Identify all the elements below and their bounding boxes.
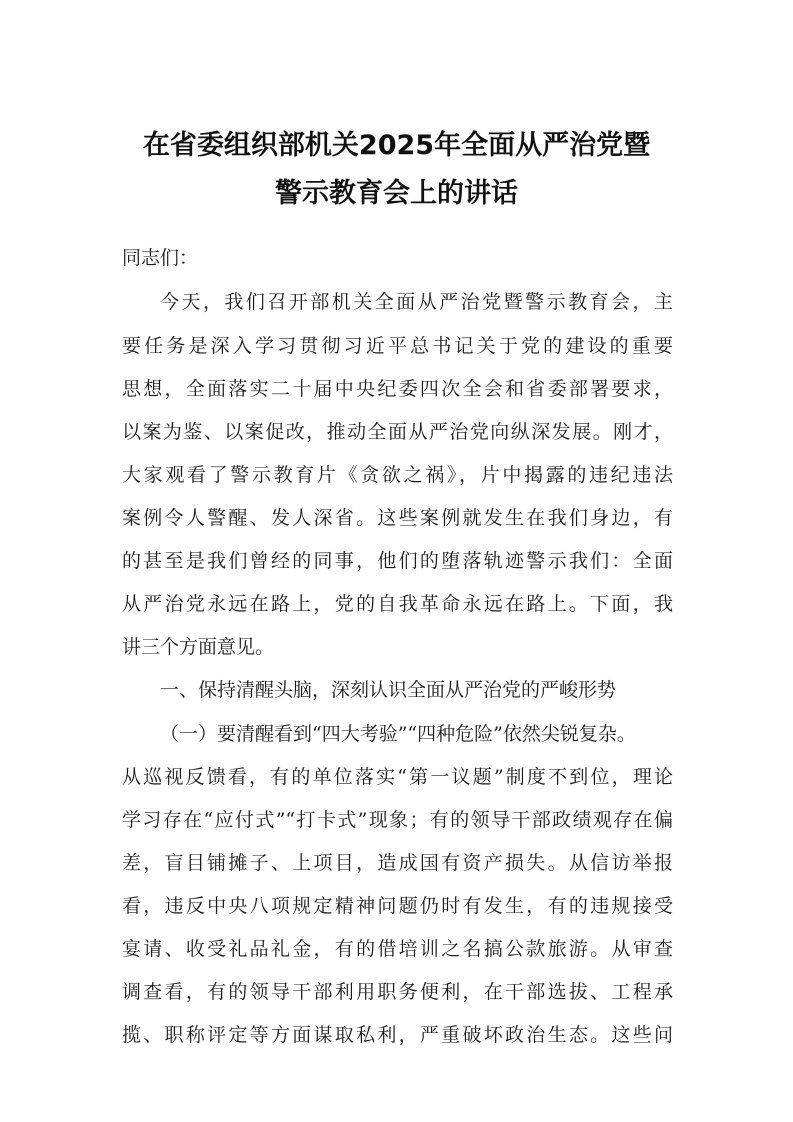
body-line: 学习存在“应付式”“打卡式”现象；有的领导干部政绩观存在偏 [122, 809, 673, 831]
body-line: 的甚至是我们曾经的同事，他们的堕落轨迹警示我们：全面 [122, 550, 673, 572]
body-line: 宴请、收受礼品礼金，有的借培训之名搞公款旅游。从审查 [122, 938, 673, 960]
body-line: 要任务是深入学习贯彻习近平总书记关于党的建设的重要 [122, 335, 673, 357]
body-line: 以案为鉴、以案促改，推动全面从严治党向纵深发展。刚才， [122, 421, 673, 443]
body-line: 差，盲目铺摊子、上项目，造成国有资产损失。从信访举报 [122, 852, 673, 874]
body-line: 思想，全面落实二十届中央纪委四次全会和省委部署要求， [122, 378, 673, 400]
body-line: 今天，我们召开部机关全面从严治党暨警示教育会，主 [160, 291, 673, 313]
body-line: 从严治党永远在路上，党的自我革命永远在路上。下面，我 [122, 593, 673, 615]
body-line: 案例令人警醒、发人深省。这些案例就发生在我们身边，有 [122, 507, 673, 529]
body-line: 调查看，有的领导干部利用职务便利，在干部选拔、工程承 [122, 981, 673, 1003]
greeting: 同志们： [122, 247, 199, 269]
section-heading: 一、保持清醒头脑，深刻认识全面从严治党的严峻形势 [160, 679, 617, 701]
body-line: 看，违反中央八项规定精神问题仍时有发生，有的违规接受 [122, 895, 673, 917]
body-line: 讲三个方面意见。 [122, 636, 275, 658]
subsection-heading: （一）要清醒看到“四大考验”“四种危险”依然尖锐复杂。 [160, 723, 636, 745]
body-line: 揽、职称评定等方面谋取私利，严重破坏政治生态。这些问 [122, 1024, 673, 1046]
body-line: 大家观看了警示教育片《贪欲之祸》，片中揭露的违纪违法 [122, 464, 673, 486]
document-title-line-1: 在省委组织部机关2025年全面从严治党暨 [142, 130, 651, 161]
document-title-line-2: 警示教育会上的讲话 [275, 178, 518, 209]
body-line: 从巡视反馈看，有的单位落实“第一议题”制度不到位，理论 [122, 766, 673, 788]
